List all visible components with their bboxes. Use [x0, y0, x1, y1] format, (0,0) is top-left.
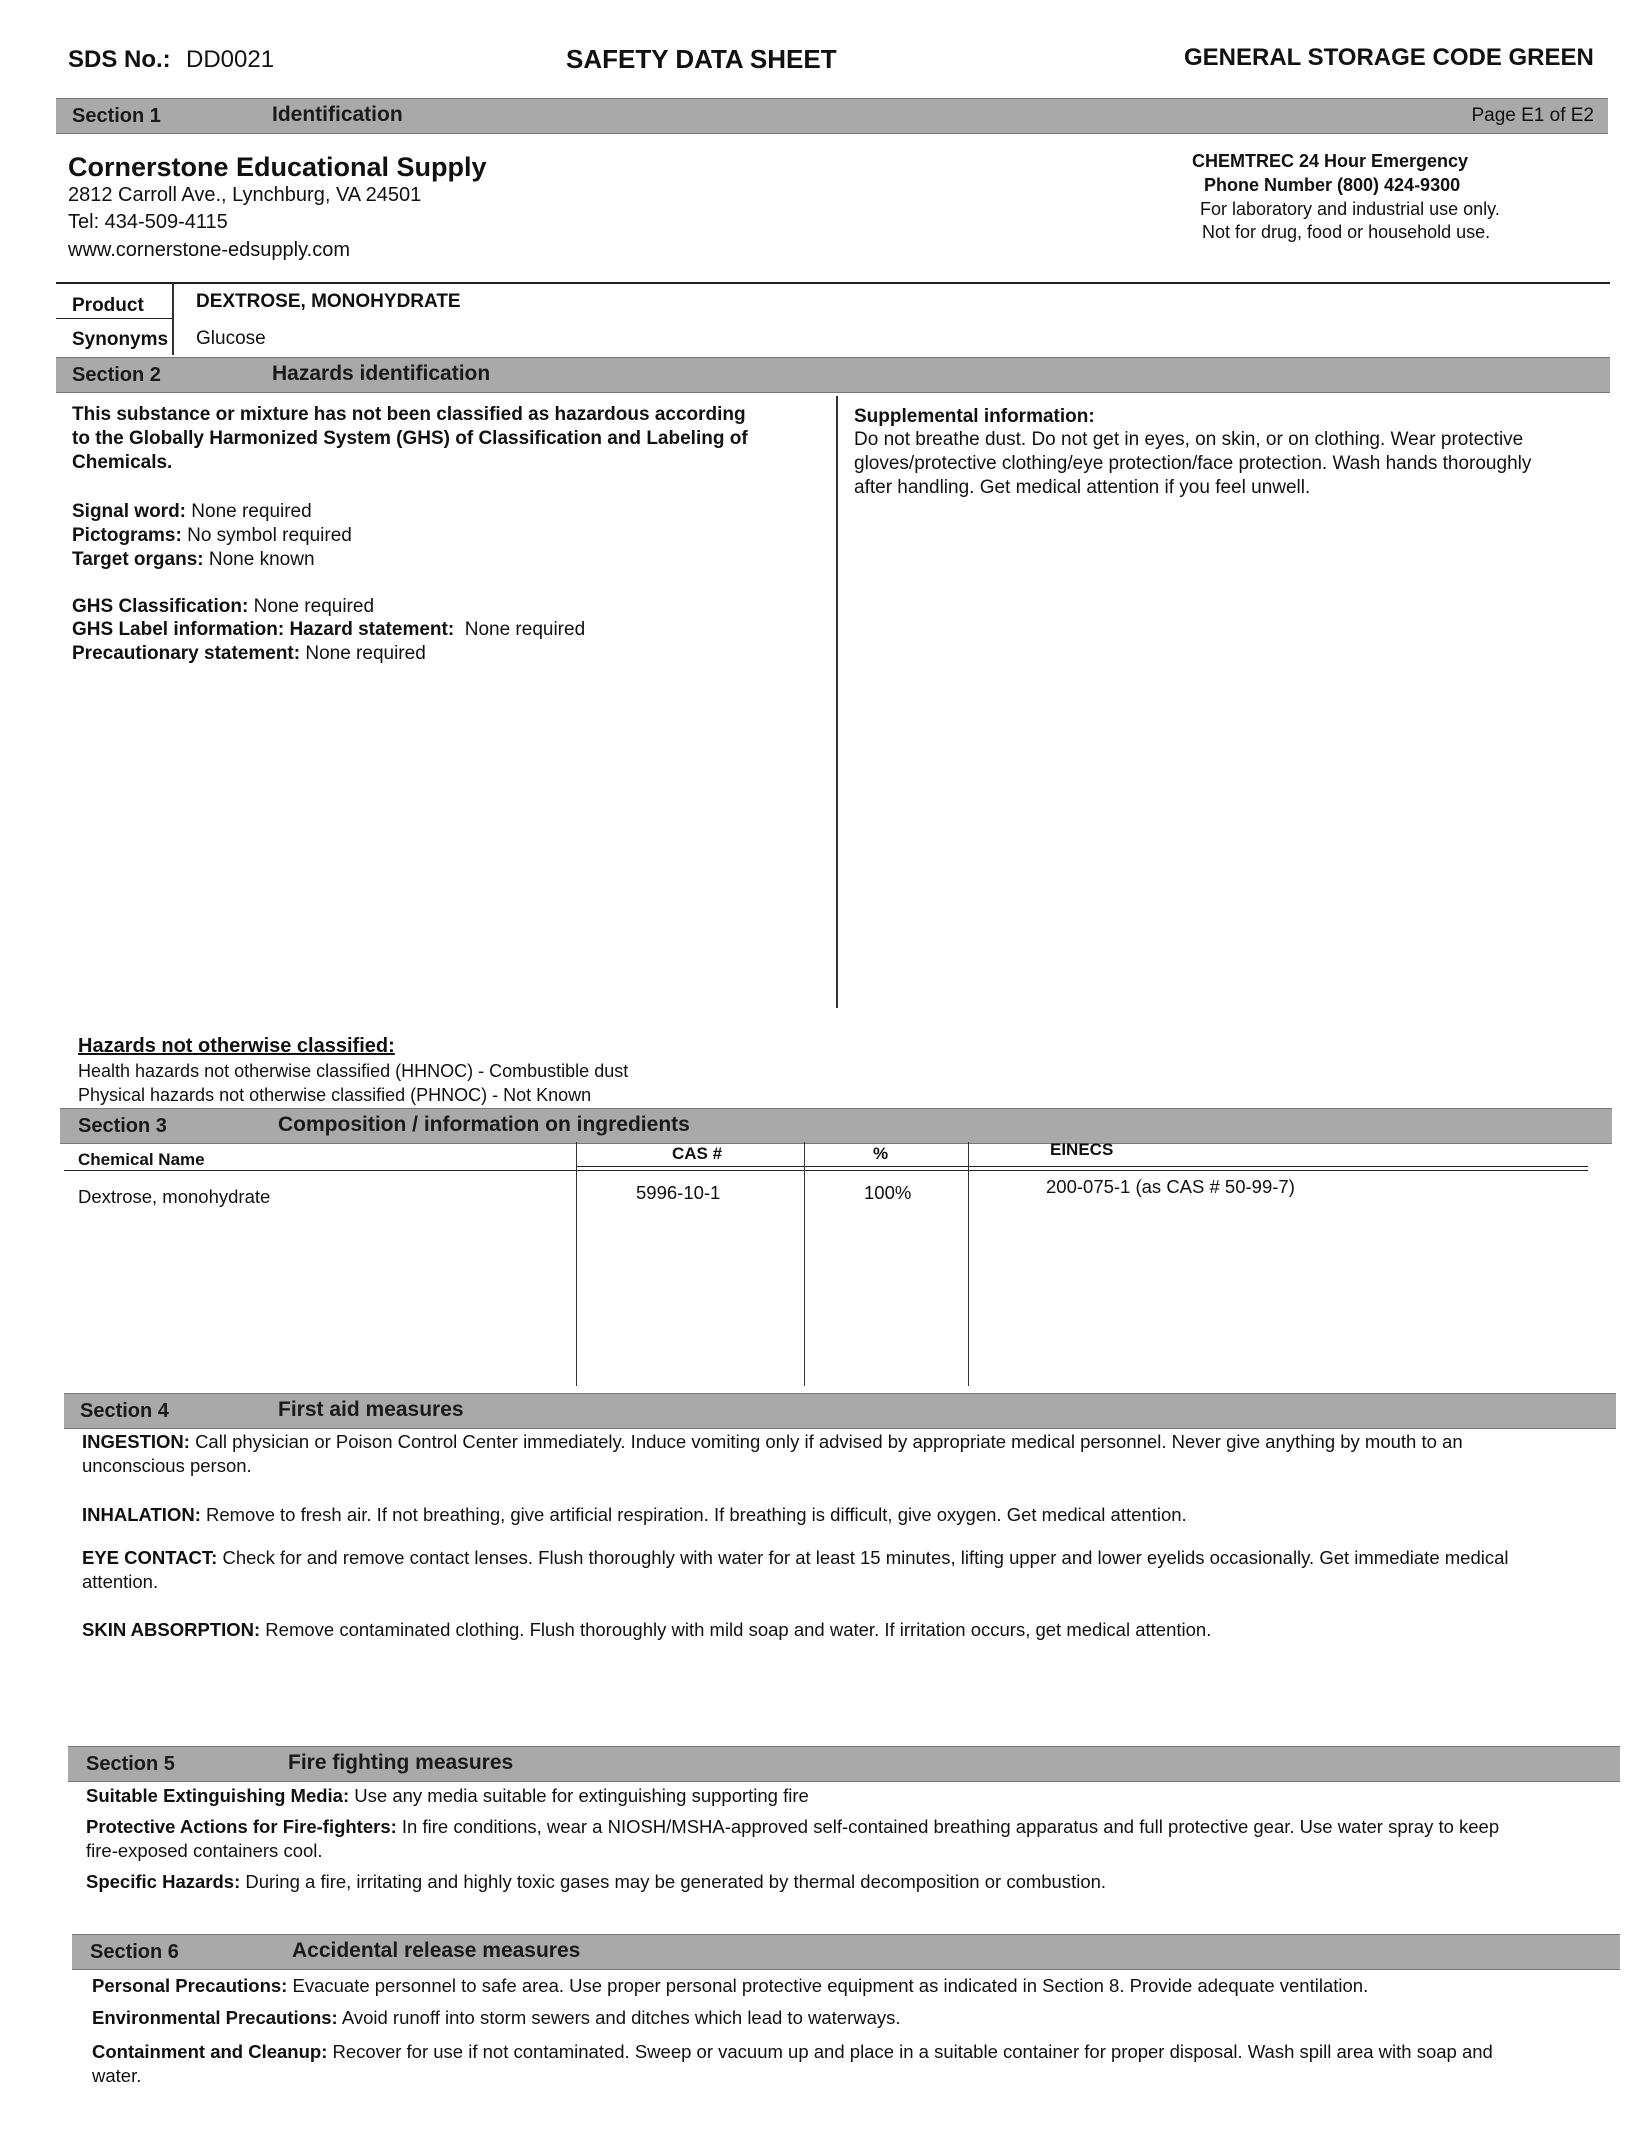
hnoc-title: Hazards not otherwise classified:	[78, 1035, 395, 1057]
pictograms-row	[72, 524, 352, 548]
hazard-intro-line-1: This substance or mixture has not been classified as hazardous according	[72, 404, 746, 425]
sds-number-label: SDS No.:	[68, 46, 171, 73]
section-4-header	[64, 1393, 1616, 1429]
target-organs-label: Target organs:	[72, 549, 204, 570]
extinguishing-media-block	[86, 1784, 1616, 1808]
phnoc-line: Physical hazards not otherwise classified (PHNOC) - Not Known	[78, 1085, 592, 1105]
containment-block	[92, 2040, 1622, 2088]
signal-word-label: Signal word:	[72, 501, 186, 522]
divider	[172, 283, 174, 355]
inhalation-text-1: Remove to fresh air. If not breathing, give artificial respiration. If breathing is difficult, give oxygen. Get medical attention.	[206, 1504, 1187, 1525]
table-cell-chemical-name: Dextrose, monohydrate	[78, 1186, 271, 1207]
ghs-label-row	[72, 618, 585, 642]
pictograms-label: Pictograms:	[72, 525, 182, 546]
inhalation-block	[82, 1503, 1612, 1527]
specific-hazards-text: During a fire, irritating and highly toxic gases may be generated by thermal decomposition or combustion.	[245, 1871, 1107, 1892]
environmental-precautions-block	[92, 2006, 1622, 2030]
product-label: Product	[72, 295, 144, 316]
table-cell-percent: 100%	[864, 1182, 912, 1203]
signal-word-value: None required	[191, 501, 312, 522]
chemtrec-emergency: CHEMTREC 24 Hour Emergency	[1192, 151, 1469, 171]
hazard-intro-line-3: Chemicals.	[72, 452, 173, 473]
ghs-classification-value: None required	[253, 596, 375, 617]
product-value: DEXTROSE, MONOHYDRATE	[196, 291, 461, 312]
protective-actions-text-1: In fire conditions, wear a NIOSH/MSHA-approved self-contained breathing apparatus and full protective gear. Use water spray to keep	[401, 1816, 1500, 1837]
usage-note-2: Not for drug, food or household use.	[1202, 222, 1491, 242]
specific-hazards-block	[86, 1870, 1616, 1894]
divider	[576, 1166, 1588, 1167]
specific-hazards-label: Specific Hazards:	[86, 1871, 241, 1892]
extinguishing-media-label: Suitable Extinguishing Media:	[86, 1785, 350, 1806]
target-organs-row	[72, 548, 315, 572]
column-divider	[576, 1142, 577, 1386]
section-title: Composition / information on ingredients	[278, 1113, 690, 1136]
table-cell-cas: 5996-10-1	[636, 1182, 721, 1203]
section-2-header	[56, 357, 1610, 393]
supplemental-title: Supplemental information:	[854, 406, 1095, 427]
ingestion-text-2: unconscious person.	[82, 1455, 252, 1476]
environmental-precautions-text: Avoid runoff into storm sewers and ditches which lead to waterways.	[341, 2007, 901, 2028]
section-number: Section 5	[86, 1753, 175, 1775]
extinguishing-media-text: Use any media suitable for extinguishing supporting fire	[354, 1785, 809, 1806]
containment-text-1: Recover for use if not contaminated. Sweep or vacuum up and place in a suitable container for proper disposal. Wash spill area with soap and	[332, 2041, 1493, 2062]
section-number: Section 2	[72, 364, 161, 386]
sds-number-value: DD0021	[186, 46, 275, 73]
column-chemical-name: Chemical Name	[78, 1150, 205, 1169]
column-einecs: EINECS	[1050, 1140, 1114, 1159]
precautionary-label: Precautionary statement:	[72, 643, 301, 664]
precautionary-row	[72, 642, 426, 666]
section-title: Identification	[272, 103, 403, 126]
ingestion-label: INGESTION:	[82, 1431, 190, 1452]
column-divider	[968, 1142, 969, 1386]
section-3-header	[60, 1108, 1612, 1144]
section-number: Section 1	[72, 105, 161, 127]
column-divider	[804, 1142, 805, 1386]
eye-contact-label: EYE CONTACT:	[82, 1547, 218, 1568]
ghs-classification-row	[72, 595, 374, 619]
synonyms-value: Glucose	[196, 328, 266, 349]
personal-precautions-text: Evacuate personnel to safe area. Use proper personal protective equipment as indicated in Section 8. Provide adequate ventilation.	[292, 1975, 1369, 1996]
divider	[56, 318, 174, 319]
precautionary-value: None required	[305, 643, 426, 664]
section-5-header	[68, 1746, 1620, 1782]
inhalation-label: INHALATION:	[82, 1504, 201, 1525]
section-title: Fire fighting measures	[288, 1751, 514, 1774]
protective-actions-block	[86, 1815, 1616, 1863]
company-phone: Tel: 434-509-4115	[68, 211, 228, 233]
eye-contact-block	[82, 1546, 1612, 1594]
skin-absorption-block	[82, 1618, 1612, 1642]
skin-absorption-text-1: Remove contaminated clothing. Flush thoroughly with mild soap and water. If irritation occurs, get medical attention.	[265, 1619, 1212, 1640]
signal-word-row	[72, 500, 312, 524]
section-title: First aid measures	[278, 1398, 464, 1421]
section-number: Section 3	[78, 1115, 167, 1137]
document-title: SAFETY DATA SHEET	[566, 44, 837, 74]
skin-absorption-label: SKIN ABSORPTION:	[82, 1619, 261, 1640]
supplemental-line-1: Do not breathe dust. Do not get in eyes, on skin, or on clothing. Wear protective	[854, 429, 1524, 450]
storage-code: GENERAL STORAGE CODE GREEN	[1184, 44, 1594, 71]
table-cell-einecs: 200-075-1 (as CAS # 50-99-7)	[1046, 1176, 1295, 1197]
hazard-intro-line-2: to the Globally Harmonized System (GHS) of Classification and Labeling of	[72, 428, 748, 449]
section-title: Hazards identification	[272, 362, 491, 385]
page-number: Page E1 of E2	[1471, 105, 1594, 126]
supplemental-line-2: gloves/protective clothing/eye protection/face protection. Wash hands thoroughly	[854, 453, 1532, 474]
pictograms-value: No symbol required	[187, 525, 352, 546]
protective-actions-label: Protective Actions for Fire-fighters:	[86, 1816, 397, 1837]
ghs-classification-label: GHS Classification:	[72, 596, 249, 617]
column-divider	[836, 396, 838, 1008]
usage-note-1: For laboratory and industrial use only.	[1200, 199, 1500, 219]
divider	[56, 282, 1610, 284]
section-1-header	[56, 98, 1608, 134]
ghs-label-label: GHS Label information: Hazard statement:	[72, 619, 455, 640]
eye-contact-text-2: attention.	[82, 1571, 159, 1592]
section-6-header	[72, 1934, 1620, 1970]
column-cas: CAS #	[672, 1144, 723, 1163]
emergency-phone: Phone Number (800) 424-9300	[1204, 175, 1461, 195]
containment-text-2: water.	[92, 2065, 142, 2086]
ingestion-block	[82, 1430, 1612, 1478]
section-number: Section 4	[80, 1400, 169, 1422]
synonyms-label: Synonyms	[72, 329, 169, 350]
column-percent: %	[873, 1144, 889, 1163]
ghs-label-value: None required	[464, 619, 586, 640]
company-address: 2812 Carroll Ave., Lynchburg, VA 24501	[68, 184, 422, 206]
containment-label: Containment and Cleanup:	[92, 2041, 328, 2062]
personal-precautions-label: Personal Precautions:	[92, 1975, 288, 1996]
section-title: Accidental release measures	[292, 1939, 581, 1962]
environmental-precautions-label: Environmental Precautions:	[92, 2007, 338, 2028]
section-number: Section 6	[90, 1941, 179, 1963]
target-organs-value: None known	[208, 549, 315, 570]
company-name: Cornerstone Educational Supply	[68, 152, 487, 182]
divider	[64, 1170, 1588, 1171]
personal-precautions-block	[92, 1974, 1622, 1998]
company-website: www.cornerstone-edsupply.com	[68, 239, 350, 261]
ingestion-text-1: Call physician or Poison Control Center immediately. Induce vomiting only if advised by appropriate medical personnel. Never give anything by mouth to an	[195, 1431, 1463, 1452]
protective-actions-text-2: fire-exposed containers cool.	[86, 1840, 323, 1861]
supplemental-line-3: after handling. Get medical attention if you feel unwell.	[854, 477, 1311, 498]
eye-contact-text-1: Check for and remove contact lenses. Flush thoroughly with water for at least 15 minutes, lifting upper and lower eyelids occasionally. Get immediate medical	[222, 1547, 1509, 1568]
hhnoc-line: Health hazards not otherwise classified (HHNOC) - Combustible dust	[78, 1061, 629, 1081]
